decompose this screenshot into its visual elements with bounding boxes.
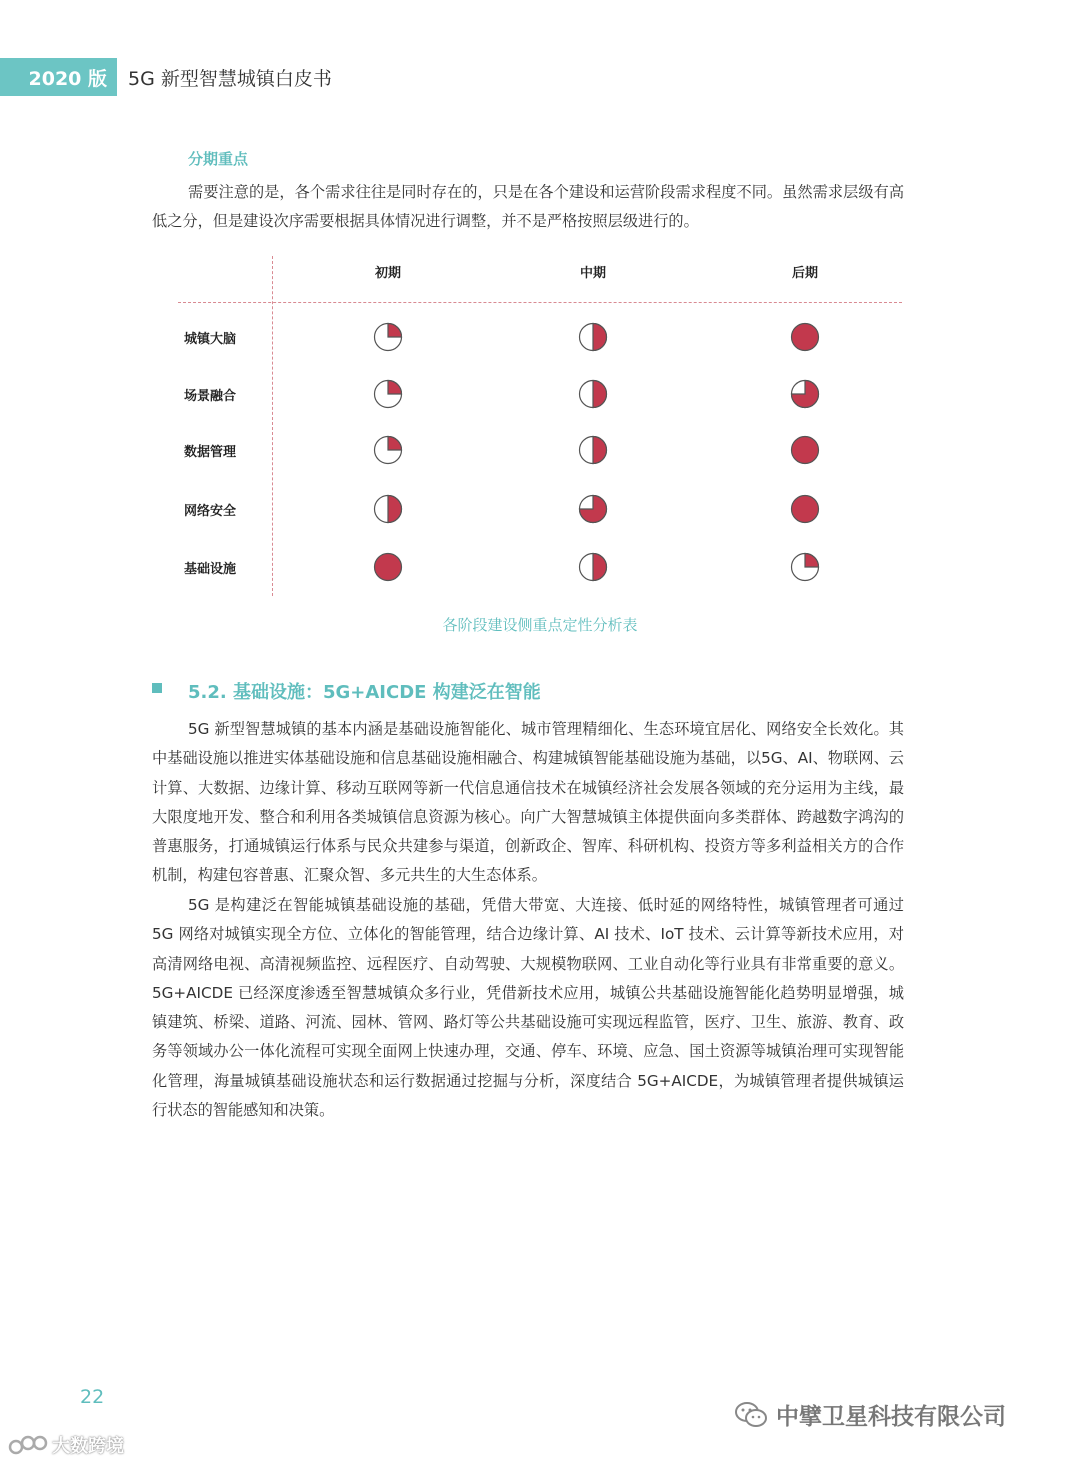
harvey-ball-100-percent (373, 552, 403, 582)
row-label: 网络安全 (184, 504, 237, 519)
harvey-ball-50-percent (578, 552, 608, 582)
row-label: 基础设施 (184, 562, 237, 577)
harvey-ball-25-percent (373, 435, 403, 465)
column-header: 中期 (579, 266, 606, 281)
matrix-divider-horizontal (178, 302, 902, 303)
document-title: 5G 新型智慧城镇白皮书 (128, 68, 332, 90)
matrix-caption: 各阶段建设侧重点定性分析表 (442, 616, 638, 634)
harvey-ball-50-percent (578, 379, 608, 409)
harvey-ball-100-percent (790, 435, 820, 465)
watermark-company-text: 中擘卫星科技有限公司 (776, 1404, 1006, 1430)
section-bullet-icon (152, 683, 162, 693)
watermark-source (8, 1432, 124, 1458)
page-number: 22 (80, 1386, 105, 1408)
harvey-ball-100-percent (790, 322, 820, 352)
sohu-logo-icon (8, 1433, 48, 1457)
body-paragraph-2: 5G 是构建泛在智能城镇基础设施的基础，凭借大带宽、大连接、低时延的网络特性，城镇管理者可通过 5G 网络对城镇实现全方位、立体化的智能管理，结合边缘计算、AI 技术、IoT 技术、云计算等新技术应用，对高清网络电视、高清视频监控、远程医疗、自动驾驶、大规模物联网、工业自动化等行业具有非常重要的意义。5G+AICDE 已经深度渗透至智慧城镇众多行业，凭借新技术应用，城镇公共基础设施智能化趋势明显增强，城镇建筑、桥梁、道路、河流、园林、管网、路灯等公共基础设施可实现远程监管，医疗、卫生、旅游、教育、政务等领域办公一体化流程可实现全面网上快速办理，交通、停车、环境、应急、国土资源等城镇治理可实现智能化管理，海量城镇基础设施状态和运行数据通过挖掘与分析，深度结合 5G+AICDE，为城镇管理者提供城镇运行状态的智能感知和决策。 (152, 896, 904, 1120)
section-subheading: 分期重点 (188, 150, 249, 168)
harvey-ball-50-percent (373, 494, 403, 524)
wechat-icon (734, 1401, 768, 1429)
harvey-ball-25-percent (373, 322, 403, 352)
row-label: 城镇大脑 (184, 332, 237, 347)
watermark-company (734, 1398, 1006, 1431)
harvey-ball-75-percent (578, 494, 608, 524)
matrix-divider-vertical (272, 256, 273, 596)
edition-badge: 2020 版 (0, 58, 117, 96)
intro-paragraph: 需要注意的是，各个需求往往是同时存在的，只是在各个建设和运营阶段需求程度不同。虽然需求层级有高低之分，但是建设次序需要根据具体情况进行调整，并不是严格按照层级进行的。 (152, 183, 904, 231)
column-header: 初期 (374, 266, 401, 281)
harvey-ball-75-percent (790, 379, 820, 409)
harvey-ball-25-percent (373, 379, 403, 409)
row-label: 场景融合 (184, 389, 237, 404)
harvey-ball-50-percent (578, 322, 608, 352)
harvey-ball-50-percent (578, 435, 608, 465)
harvey-ball-25-percent (790, 552, 820, 582)
column-header: 后期 (791, 266, 818, 281)
section-5-2-title: 5.2. 基础设施：5G+AICDE 构建泛在智能 (188, 682, 541, 703)
body-paragraph-1: 5G 新型智慧城镇的基本内涵是基础设施智能化、城市管理精细化、生态环境宜居化、网络安全长效化。其中基础设施以推进实体基础设施和信息基础设施相融合、构建城镇智能基础设施为基础，以5G、AI、物联网、云计算、大数据、边缘计算、移动互联网等新一代信息通信技术在城镇经济社会发展各领域的充分运用为主线，最大限度地开发、整合和利用各类城镇信息资源为核心。向广大智慧城镇主体提供面向多类群体、跨越数字鸿沟的普惠服务，打通城镇运行体系与民众共建参与渠道，创新政企、智库、科研机构、投资方等多利益相关方的合作机制，构建包容普惠、汇聚众智、多元共生的大生态体系。 (152, 720, 904, 885)
stage-focus-matrix (178, 256, 902, 596)
row-label: 数据管理 (184, 445, 237, 460)
harvey-ball-100-percent (790, 494, 820, 524)
watermark-source-text: 大数跨境 (52, 1436, 124, 1457)
